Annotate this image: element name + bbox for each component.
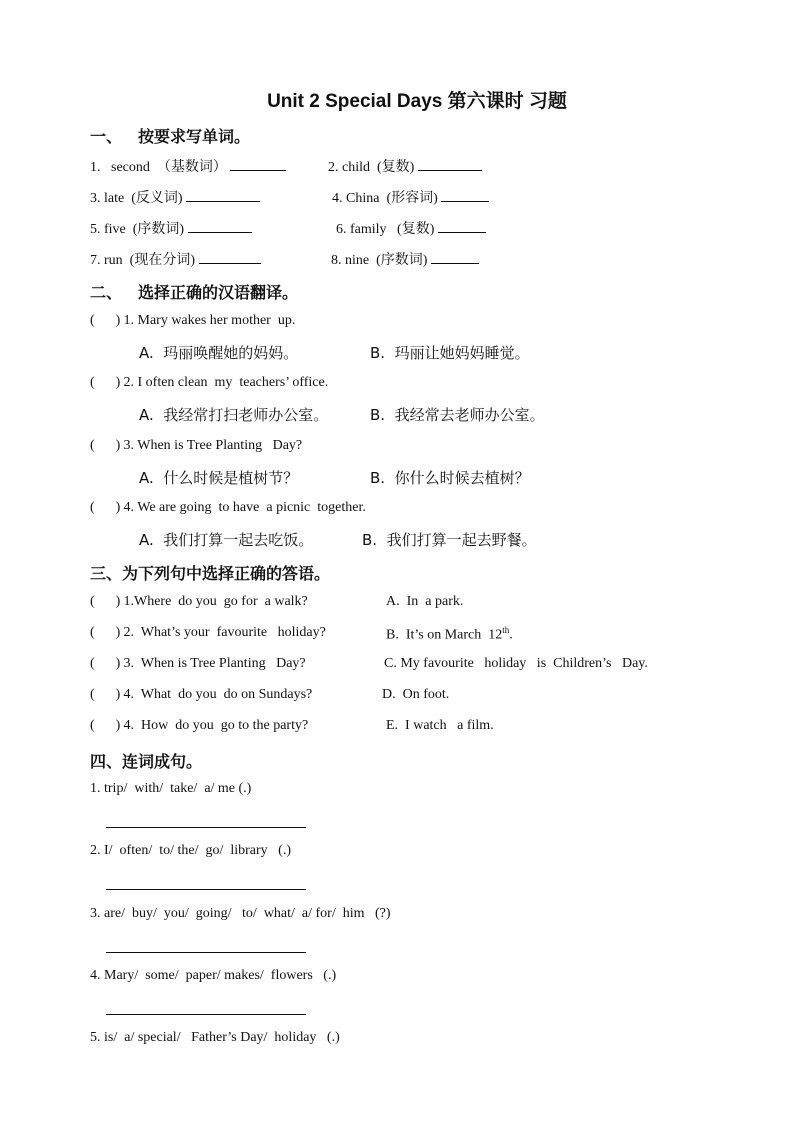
- scrambled-sentence: 4. Mary/ some/ paper/ makes/ flowers (.): [90, 968, 337, 983]
- answer-parentheses[interactable]: ( ): [90, 313, 121, 328]
- question-6: [336, 218, 486, 238]
- answer-line[interactable]: [106, 888, 306, 890]
- answer-blank[interactable]: [230, 157, 286, 171]
- section-title: 选择正确的汉语翻译。: [138, 283, 299, 302]
- question-text: 1.Where do you go for a walk?: [123, 594, 308, 609]
- match-option: A. In a park.: [386, 594, 464, 609]
- section-1-heading: [90, 124, 250, 147]
- question-text: 3. late (反义词): [90, 191, 183, 206]
- answer-parentheses[interactable]: ( ): [90, 375, 121, 390]
- answer-line[interactable]: [106, 826, 306, 828]
- question-text: 1. second （基数词）: [90, 160, 227, 175]
- question-2: [328, 156, 482, 176]
- section-number: 二、: [90, 283, 123, 302]
- answer-blank[interactable]: [441, 188, 489, 202]
- answer-parentheses[interactable]: ( ): [90, 718, 121, 733]
- answer-parentheses[interactable]: ( ): [90, 594, 121, 609]
- option-a: A. 我经常打扫老师办公室。: [139, 406, 329, 424]
- question-text: 3. When is Tree Planting Day?: [123, 656, 306, 671]
- question-text: 2. child (复数): [328, 160, 415, 175]
- scrambled-sentence: 5. is/ a/ special/ Father’s Day/ holiday (.): [90, 1030, 340, 1045]
- match-question: [90, 656, 306, 672]
- answer-blank[interactable]: [438, 219, 486, 233]
- scrambled-sentence: 2. I/ often/ to/ the/ go/ library (.): [90, 843, 292, 858]
- answer-parentheses[interactable]: ( ): [90, 625, 121, 640]
- question-1: [90, 156, 286, 176]
- section-number: 一、: [90, 127, 123, 146]
- option-a: A. 我们打算一起去吃饭。: [139, 531, 314, 549]
- answer-parentheses[interactable]: ( ): [90, 438, 121, 453]
- question-text: 1. Mary wakes her mother up.: [123, 313, 296, 328]
- option-a: A. 玛丽唤醒她的妈妈。: [139, 344, 299, 362]
- match-option-punct: .: [509, 627, 513, 643]
- section-4-heading: 四、连词成句。: [90, 752, 203, 771]
- match-option: E. I watch a film.: [386, 718, 494, 733]
- answer-blank[interactable]: [186, 188, 260, 202]
- match-option: [386, 625, 513, 644]
- question-text: 6. family (复数): [336, 222, 435, 237]
- worksheet-title: Unit 2 Special Days 第六课时 习题: [267, 91, 567, 112]
- match-question: [90, 625, 326, 641]
- match-option: D. On foot.: [382, 687, 450, 702]
- option-b: B. 我们打算一起去野餐。: [362, 531, 537, 549]
- option-b: B. 我经常去老师办公室。: [370, 406, 545, 424]
- question-5: [90, 218, 252, 238]
- question-text: 8. nine (序数词): [331, 253, 428, 268]
- question-text: 4. How do you go to the party?: [123, 718, 309, 733]
- choice-question: [90, 313, 295, 329]
- answer-blank[interactable]: [431, 250, 479, 264]
- question-text: 7. run (现在分词): [90, 253, 195, 268]
- answer-blank[interactable]: [418, 157, 482, 171]
- answer-parentheses[interactable]: ( ): [90, 656, 121, 671]
- ordinal-suffix: th: [502, 625, 510, 635]
- question-7: [90, 249, 261, 269]
- match-option-text: B. It’s on March 12: [386, 627, 503, 643]
- section-title: 按要求写单词。: [138, 127, 251, 146]
- question-text: 2. What’s your favourite holiday?: [123, 625, 326, 640]
- option-b: B. 你什么时候去植树？: [370, 469, 530, 487]
- question-text: 2. I often clean my teachers’ office.: [123, 375, 329, 390]
- choice-question: [90, 500, 366, 516]
- answer-line[interactable]: [106, 1013, 306, 1015]
- section-2-heading: [90, 280, 298, 303]
- question-4: [332, 187, 489, 207]
- scrambled-sentence: 3. are/ buy/ you/ going/ to/ what/ a/ for/ him (?): [90, 906, 391, 921]
- option-b: B. 玛丽让她妈妈睡觉。: [370, 344, 530, 362]
- match-question: [90, 687, 312, 703]
- scrambled-sentence: 1. trip/ with/ take/ a/ me (.): [90, 781, 252, 796]
- match-question: [90, 594, 308, 610]
- question-text: 5. five (序数词): [90, 222, 185, 237]
- question-8: [331, 249, 479, 269]
- match-question: [90, 718, 308, 734]
- match-option: C. My favourite holiday is Children’s Day.: [384, 656, 648, 671]
- answer-blank[interactable]: [199, 250, 261, 264]
- question-text: 4. What do you do on Sundays?: [123, 687, 313, 702]
- option-a: A. 什么时候是植树节？: [139, 469, 299, 487]
- question-text: 4. China (形容词): [332, 191, 438, 206]
- choice-question: [90, 438, 302, 454]
- question-3: [90, 187, 260, 207]
- answer-parentheses[interactable]: ( ): [90, 687, 121, 702]
- answer-blank[interactable]: [188, 219, 252, 233]
- question-text: 4. We are going to have a picnic together.: [123, 500, 366, 515]
- section-3-heading: 三、为下列句中选择正确的答语。: [90, 564, 331, 583]
- choice-question: [90, 375, 328, 391]
- answer-parentheses[interactable]: ( ): [90, 500, 121, 515]
- question-text: 3. When is Tree Planting Day?: [123, 438, 303, 453]
- answer-line[interactable]: [106, 951, 306, 953]
